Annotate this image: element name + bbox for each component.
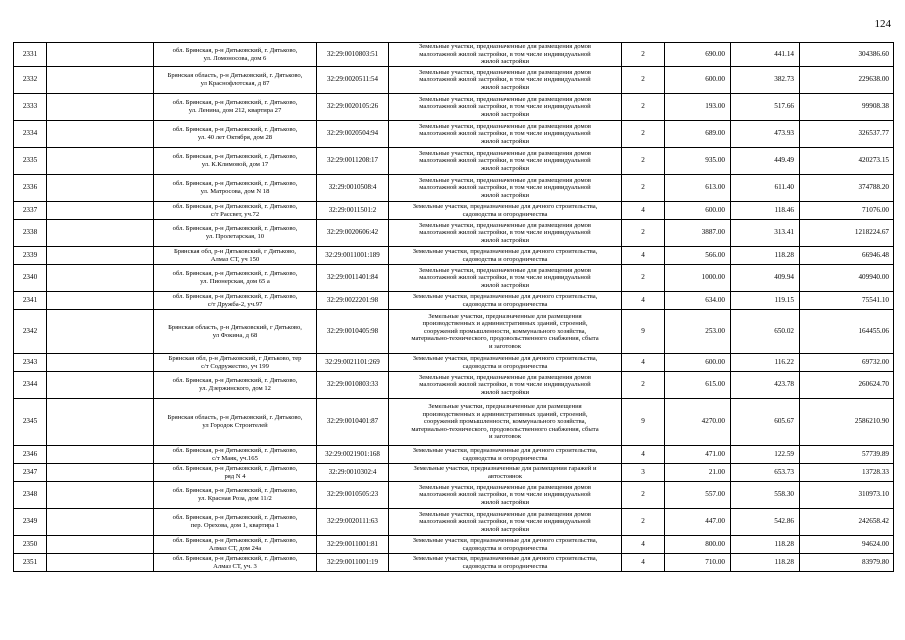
cadastral-number-cell: 32:29:0010401:87 bbox=[317, 399, 389, 446]
unit-cost-cell: 542.86 bbox=[731, 509, 800, 536]
cadastral-value-cell: 229638.00 bbox=[800, 67, 894, 94]
cadastral-number-cell: 32:29:0020111:63 bbox=[317, 509, 389, 536]
blank-cell bbox=[47, 310, 154, 354]
use-group-cell: 2 bbox=[622, 265, 665, 292]
unit-cost-cell: 313.41 bbox=[731, 220, 800, 247]
unit-cost-cell: 605.67 bbox=[731, 399, 800, 446]
cadastral-number-cell: 32:29:0010505:23 bbox=[317, 482, 389, 509]
blank-cell bbox=[47, 464, 154, 482]
address-cell: Брянская обл, р-н Дятьковский, г Дятьково, тер с/т Содружество, уч 199 bbox=[154, 354, 317, 372]
page-number: 124 bbox=[874, 18, 891, 30]
table-row bbox=[14, 43, 894, 67]
address-cell: обл. Брянская, р-н Дятьковский, г. Дятьково, ул. Ленина, дом 212, квартира 27 bbox=[154, 94, 317, 121]
land-use-cell: Земельные участки, предназначенные для размещения домов малоэтажной жилой застройки, в том числе индивидуальной жилой застройки bbox=[389, 482, 622, 509]
use-group-cell: 2 bbox=[622, 372, 665, 399]
land-use-cell: Земельные участки, предназначенные для размещения гаражей и автостоянок bbox=[389, 464, 622, 482]
land-use-cell: Земельные участки, предназначенные для размещения домов малоэтажной жилой застройки, в том числе индивидуальной жилой застройки bbox=[389, 372, 622, 399]
cadastral-number-cell: 32:29:0010803:51 bbox=[317, 43, 389, 67]
table-row bbox=[14, 247, 894, 265]
blank-cell bbox=[47, 446, 154, 464]
unit-cost-cell: 118.28 bbox=[731, 247, 800, 265]
unit-cost-cell: 653.73 bbox=[731, 464, 800, 482]
row-number: 2346 bbox=[14, 446, 47, 464]
cadastral-value-cell: 1218224.67 bbox=[800, 220, 894, 247]
land-use-cell: Земельные участки, предназначенные для размещения производственных и административных зданий, строений, сооружений промышленности, коммунального хозяйства, материально-технического, продовольственного снабжения, сбыта и заготовок bbox=[389, 399, 622, 446]
cadastral-value-cell: 13728.33 bbox=[800, 464, 894, 482]
cadastral-number-cell: 32:29:0020504:94 bbox=[317, 121, 389, 148]
land-use-cell: Земельные участки, предназначенные для размещения домов малоэтажной жилой застройки, в том числе индивидуальной жилой застройки bbox=[389, 148, 622, 175]
unit-cost-cell: 116.22 bbox=[731, 354, 800, 372]
use-group-cell: 3 bbox=[622, 464, 665, 482]
address-cell: Брянская область, р-н Дятьковский, г Дятьково, ул Фокина, д 68 bbox=[154, 310, 317, 354]
area-cell: 471.00 bbox=[665, 446, 731, 464]
land-use-cell: Земельные участки, предназначенные для дачного строительства, садоводства и огородничества bbox=[389, 446, 622, 464]
unit-cost-cell: 118.28 bbox=[731, 536, 800, 554]
area-cell: 1000.00 bbox=[665, 265, 731, 292]
unit-cost-cell: 122.59 bbox=[731, 446, 800, 464]
row-number: 2333 bbox=[14, 94, 47, 121]
use-group-cell: 4 bbox=[622, 536, 665, 554]
table-row bbox=[14, 482, 894, 509]
address-cell: обл. Брянская, р-н Дятьковский, г. Дятьково, ул. Пионерская, дом 65 а bbox=[154, 265, 317, 292]
land-use-cell: Земельные участки, предназначенные для дачного строительства, садоводства и огородничества bbox=[389, 292, 622, 310]
cadastral-value-cell: 409940.00 bbox=[800, 265, 894, 292]
row-number: 2343 bbox=[14, 354, 47, 372]
use-group-cell: 2 bbox=[622, 220, 665, 247]
row-number: 2350 bbox=[14, 536, 47, 554]
area-cell: 253.00 bbox=[665, 310, 731, 354]
cadastral-value-cell: 83979.80 bbox=[800, 554, 894, 572]
cadastral-value-cell: 420273.15 bbox=[800, 148, 894, 175]
row-number: 2348 bbox=[14, 482, 47, 509]
row-number: 2344 bbox=[14, 372, 47, 399]
unit-cost-cell: 423.78 bbox=[731, 372, 800, 399]
blank-cell bbox=[47, 220, 154, 247]
cadastral-number-cell: 32:29:0011001:19 bbox=[317, 554, 389, 572]
land-use-cell: Земельные участки, предназначенные для размещения домов малоэтажной жилой застройки, в том числе индивидуальной жилой застройки bbox=[389, 509, 622, 536]
cadastral-value-cell: 99908.38 bbox=[800, 94, 894, 121]
blank-cell bbox=[47, 175, 154, 202]
unit-cost-cell: 409.94 bbox=[731, 265, 800, 292]
land-use-cell: Земельные участки, предназначенные для размещения домов малоэтажной жилой застройки, в том числе индивидуальной жилой застройки bbox=[389, 121, 622, 148]
cadastral-value-cell: 260624.70 bbox=[800, 372, 894, 399]
cadastral-number-cell: 32:29:0010302:4 bbox=[317, 464, 389, 482]
land-use-cell: Земельные участки, предназначенные для размещения домов малоэтажной жилой застройки, в том числе индивидуальной жилой застройки bbox=[389, 43, 622, 67]
row-number: 2345 bbox=[14, 399, 47, 446]
land-use-cell: Земельные участки, предназначенные для размещения производственных и административных зданий, строений, сооружений промышленности, коммунального хозяйства, материально-технического, продовольственного снабжения, сбыта и заготовок bbox=[389, 310, 622, 354]
table-row bbox=[14, 354, 894, 372]
use-group-cell: 2 bbox=[622, 482, 665, 509]
blank-cell bbox=[47, 265, 154, 292]
cadastral-number-cell: 32:29:0020606:42 bbox=[317, 220, 389, 247]
use-group-cell: 2 bbox=[622, 94, 665, 121]
row-number: 2339 bbox=[14, 247, 47, 265]
table-row bbox=[14, 509, 894, 536]
land-use-cell: Земельные участки, предназначенные для размещения домов малоэтажной жилой застройки, в том числе индивидуальной жилой застройки bbox=[389, 67, 622, 94]
cadastral-number-cell: 32:29:0022201:98 bbox=[317, 292, 389, 310]
table-row bbox=[14, 265, 894, 292]
cadastral-value-cell: 94624.00 bbox=[800, 536, 894, 554]
area-cell: 21.00 bbox=[665, 464, 731, 482]
use-group-cell: 2 bbox=[622, 509, 665, 536]
unit-cost-cell: 118.28 bbox=[731, 554, 800, 572]
table-row bbox=[14, 310, 894, 354]
cadastral-value-cell: 75541.10 bbox=[800, 292, 894, 310]
area-cell: 193.00 bbox=[665, 94, 731, 121]
blank-cell bbox=[47, 399, 154, 446]
address-cell: обл. Брянская, р-н Дятьковский, г. Дятьково, ул. К.Климовой, дом 17 bbox=[154, 148, 317, 175]
area-cell: 557.00 bbox=[665, 482, 731, 509]
blank-cell bbox=[47, 247, 154, 265]
unit-cost-cell: 517.66 bbox=[731, 94, 800, 121]
land-use-cell: Земельные участки, предназначенные для дачного строительства, садоводства и огородничества bbox=[389, 202, 622, 220]
cadastral-number-cell: 32:29:0010508:4 bbox=[317, 175, 389, 202]
area-cell: 600.00 bbox=[665, 202, 731, 220]
use-group-cell: 9 bbox=[622, 399, 665, 446]
area-cell: 689.00 bbox=[665, 121, 731, 148]
area-cell: 447.00 bbox=[665, 509, 731, 536]
address-cell: обл. Брянская, р-н Дятьковский, г. Дятьково, пер. Орехова, дом 1, квартира 1 bbox=[154, 509, 317, 536]
address-cell: обл. Брянская, р-н Дятьковский, г. Дятьково, с/т Маяк, уч.165 bbox=[154, 446, 317, 464]
area-cell: 600.00 bbox=[665, 354, 731, 372]
row-number: 2332 bbox=[14, 67, 47, 94]
land-use-cell: Земельные участки, предназначенные для размещения домов малоэтажной жилой застройки, в том числе индивидуальной жилой застройки bbox=[389, 94, 622, 121]
use-group-cell: 2 bbox=[622, 67, 665, 94]
unit-cost-cell: 119.15 bbox=[731, 292, 800, 310]
unit-cost-cell: 611.40 bbox=[731, 175, 800, 202]
table-row bbox=[14, 536, 894, 554]
row-number: 2331 bbox=[14, 43, 47, 67]
cadastral-number-cell: 32:29:0011001:189 bbox=[317, 247, 389, 265]
cadastral-value-cell: 304386.60 bbox=[800, 43, 894, 67]
blank-cell bbox=[47, 554, 154, 572]
land-use-cell: Земельные участки, предназначенные для дачного строительства, садоводства и огородничества bbox=[389, 247, 622, 265]
table-row bbox=[14, 175, 894, 202]
row-number: 2338 bbox=[14, 220, 47, 247]
address-cell: обл. Брянская, р-н Дятьковский, г. Дятьково, Алмаз СТ, дом 24а bbox=[154, 536, 317, 554]
table-row bbox=[14, 202, 894, 220]
table-body bbox=[14, 43, 894, 572]
land-use-cell: Земельные участки, предназначенные для дачного строительства, садоводства и огородничества bbox=[389, 554, 622, 572]
table-row bbox=[14, 292, 894, 310]
use-group-cell: 4 bbox=[622, 446, 665, 464]
use-group-cell: 2 bbox=[622, 121, 665, 148]
use-group-cell: 4 bbox=[622, 354, 665, 372]
table-row bbox=[14, 148, 894, 175]
cadastral-number-cell: 32:29:0021101:269 bbox=[317, 354, 389, 372]
cadastral-number-cell: 32:29:0011501:2 bbox=[317, 202, 389, 220]
address-cell: обл. Брянская, р-н Дятьковский, г. Дятьково, ул. Пролетарская, 10 bbox=[154, 220, 317, 247]
address-cell: обл. Брянская, р-н Дятьковский, г. Дятьково, ул. Ломоносова, дом 6 bbox=[154, 43, 317, 67]
table-row bbox=[14, 464, 894, 482]
land-use-cell: Земельные участки, предназначенные для дачного строительства, садоводства и огородничества bbox=[389, 536, 622, 554]
land-use-cell: Земельные участки, предназначенные для дачного строительства, садоводства и огородничества bbox=[389, 354, 622, 372]
land-use-cell: Земельные участки, предназначенные для размещения домов малоэтажной жилой застройки, в том числе индивидуальной жилой застройки bbox=[389, 175, 622, 202]
cadastral-number-cell: 32:29:0020105:26 bbox=[317, 94, 389, 121]
blank-cell bbox=[47, 121, 154, 148]
land-use-cell: Земельные участки, предназначенные для размещения домов малоэтажной жилой застройки, в том числе индивидуальной жилой застройки bbox=[389, 265, 622, 292]
row-number: 2349 bbox=[14, 509, 47, 536]
blank-cell bbox=[47, 67, 154, 94]
area-cell: 690.00 bbox=[665, 43, 731, 67]
address-cell: Брянская область, р-н Дятьковский, г. Дятьково, ул Городок Строителей bbox=[154, 399, 317, 446]
row-number: 2334 bbox=[14, 121, 47, 148]
table-row bbox=[14, 220, 894, 247]
area-cell: 600.00 bbox=[665, 67, 731, 94]
cadastral-number-cell: 32:29:0011001:81 bbox=[317, 536, 389, 554]
use-group-cell: 2 bbox=[622, 175, 665, 202]
blank-cell bbox=[47, 536, 154, 554]
table-row bbox=[14, 94, 894, 121]
address-cell: обл. Брянская, р-н Дятьковский, г. Дятьково, ул. Красная Роза, дом 11/2 bbox=[154, 482, 317, 509]
address-cell: Брянская область, р-н Дятьковский, г. Дятьково, ул Краснофлотская, д 87 bbox=[154, 67, 317, 94]
address-cell: обл. Брянская, р-н Дятьковский, г. Дятьково, ул. Матросова, дом N 18 bbox=[154, 175, 317, 202]
row-number: 2337 bbox=[14, 202, 47, 220]
blank-cell bbox=[47, 482, 154, 509]
cadastral-value-cell: 164455.06 bbox=[800, 310, 894, 354]
row-number: 2342 bbox=[14, 310, 47, 354]
use-group-cell: 4 bbox=[622, 554, 665, 572]
blank-cell bbox=[47, 202, 154, 220]
address-cell: обл. Брянская, р-н Дятьковский, г. Дятьково, с/т Рассвет, уч.72 bbox=[154, 202, 317, 220]
row-number: 2351 bbox=[14, 554, 47, 572]
address-cell: обл. Брянская, р-н Дятьковский, г. Дятьково, Алмаз СТ, уч. 3 bbox=[154, 554, 317, 572]
unit-cost-cell: 382.73 bbox=[731, 67, 800, 94]
use-group-cell: 4 bbox=[622, 292, 665, 310]
unit-cost-cell: 118.46 bbox=[731, 202, 800, 220]
area-cell: 634.00 bbox=[665, 292, 731, 310]
row-number: 2335 bbox=[14, 148, 47, 175]
cadastral-value-cell: 69732.00 bbox=[800, 354, 894, 372]
area-cell: 800.00 bbox=[665, 536, 731, 554]
table-row bbox=[14, 121, 894, 148]
cadastral-value-cell: 71076.00 bbox=[800, 202, 894, 220]
cadastral-number-cell: 32:29:0021901:168 bbox=[317, 446, 389, 464]
area-cell: 935.00 bbox=[665, 148, 731, 175]
use-group-cell: 4 bbox=[622, 247, 665, 265]
cadastral-value-table bbox=[13, 42, 894, 572]
cadastral-number-cell: 32:29:0011401:84 bbox=[317, 265, 389, 292]
area-cell: 613.00 bbox=[665, 175, 731, 202]
row-number: 2341 bbox=[14, 292, 47, 310]
use-group-cell: 9 bbox=[622, 310, 665, 354]
land-use-cell: Земельные участки, предназначенные для размещения домов малоэтажной жилой застройки, в том числе индивидуальной жилой застройки bbox=[389, 220, 622, 247]
row-number: 2336 bbox=[14, 175, 47, 202]
table-row bbox=[14, 446, 894, 464]
cadastral-value-cell: 310973.10 bbox=[800, 482, 894, 509]
blank-cell bbox=[47, 94, 154, 121]
table-row bbox=[14, 67, 894, 94]
address-cell: обл. Брянская, р-н Дятьковский, г. Дятьково, ряд N 4 bbox=[154, 464, 317, 482]
use-group-cell: 4 bbox=[622, 202, 665, 220]
blank-cell bbox=[47, 509, 154, 536]
address-cell: обл. Брянская, р-н Дятьковский, г. Дятьково, ул. 40 лет Октября, дом 28 bbox=[154, 121, 317, 148]
blank-cell bbox=[47, 292, 154, 310]
blank-cell bbox=[47, 372, 154, 399]
table-row bbox=[14, 399, 894, 446]
cadastral-number-cell: 32:29:0011208:17 bbox=[317, 148, 389, 175]
row-number: 2347 bbox=[14, 464, 47, 482]
cadastral-value-cell: 57739.89 bbox=[800, 446, 894, 464]
cadastral-value-cell: 326537.77 bbox=[800, 121, 894, 148]
blank-cell bbox=[47, 43, 154, 67]
cadastral-number-cell: 32:29:0020511:54 bbox=[317, 67, 389, 94]
cadastral-number-cell: 32:29:0010405:98 bbox=[317, 310, 389, 354]
cadastral-value-cell: 66946.48 bbox=[800, 247, 894, 265]
cadastral-value-cell: 2586210.90 bbox=[800, 399, 894, 446]
area-cell: 710.00 bbox=[665, 554, 731, 572]
address-cell: обл. Брянская, р-н Дятьковский, г. Дятьково, с/т Дружба-2, уч.97 bbox=[154, 292, 317, 310]
cadastral-value-cell: 242658.42 bbox=[800, 509, 894, 536]
address-cell: обл. Брянская, р-н Дятьковский, г. Дятьково, ул. Дзержинского, дом 12 bbox=[154, 372, 317, 399]
cadastral-number-cell: 32:29:0010803:33 bbox=[317, 372, 389, 399]
unit-cost-cell: 650.02 bbox=[731, 310, 800, 354]
address-cell: Брянская обл, р-н Дятьковский, г Дятьково, Алмаз СТ, уч 150 bbox=[154, 247, 317, 265]
use-group-cell: 2 bbox=[622, 43, 665, 67]
area-cell: 566.00 bbox=[665, 247, 731, 265]
table-row bbox=[14, 554, 894, 572]
area-cell: 615.00 bbox=[665, 372, 731, 399]
blank-cell bbox=[47, 148, 154, 175]
table-row bbox=[14, 372, 894, 399]
blank-cell bbox=[47, 354, 154, 372]
unit-cost-cell: 558.30 bbox=[731, 482, 800, 509]
use-group-cell: 2 bbox=[622, 148, 665, 175]
row-number: 2340 bbox=[14, 265, 47, 292]
area-cell: 4270.00 bbox=[665, 399, 731, 446]
unit-cost-cell: 441.14 bbox=[731, 43, 800, 67]
unit-cost-cell: 449.49 bbox=[731, 148, 800, 175]
area-cell: 3887.00 bbox=[665, 220, 731, 247]
cadastral-value-cell: 374788.20 bbox=[800, 175, 894, 202]
unit-cost-cell: 473.93 bbox=[731, 121, 800, 148]
